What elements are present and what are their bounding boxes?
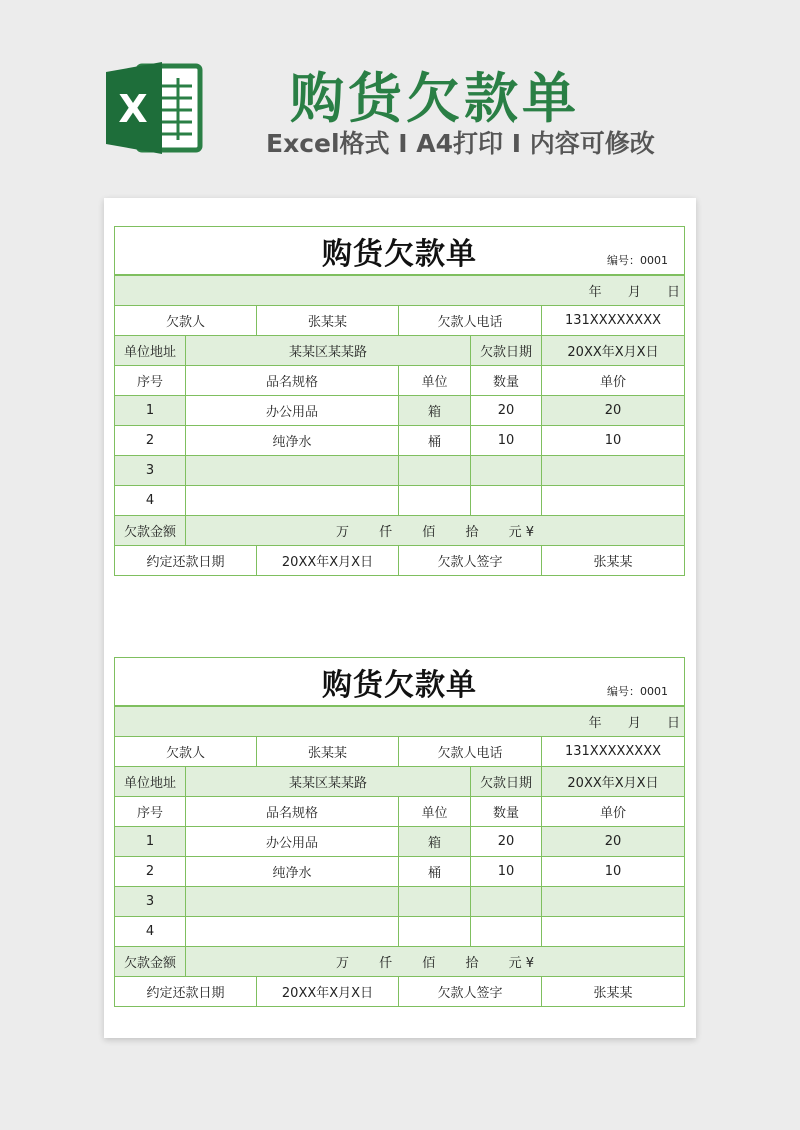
col-header-price: 单价 [542, 366, 685, 396]
cell-item[interactable]: 纯净水 [186, 426, 399, 456]
unit-qian: 仟 [379, 956, 393, 971]
unit-wan: 万 [335, 956, 349, 971]
repay-date-value[interactable]: 20XX年X月X日 [257, 546, 399, 576]
cell-index: 4 [115, 917, 186, 947]
cell-price[interactable] [542, 486, 685, 516]
form-title: 购货欠款单 [322, 236, 477, 272]
cell-qty[interactable]: 20 [471, 827, 542, 857]
page-title: 购货欠款单 [290, 67, 580, 130]
col-header-index: 序号 [115, 797, 186, 827]
cell-item[interactable] [186, 486, 399, 516]
phone-label: 欠款人电话 [399, 306, 542, 336]
unit-wan: 万 [335, 525, 349, 540]
cell-qty[interactable]: 10 [471, 857, 542, 887]
cell-item[interactable] [186, 917, 399, 947]
signature-value[interactable]: 张某某 [542, 546, 685, 576]
page-header [0, 0, 800, 190]
signature-label: 欠款人签字 [399, 546, 542, 576]
phone-value[interactable]: 131XXXXXXXX [542, 306, 685, 336]
cell-price[interactable]: 10 [542, 857, 685, 887]
address-value[interactable]: 某某区某某路 [186, 767, 471, 797]
debtor-value[interactable]: 张某某 [257, 737, 399, 767]
cell-qty[interactable] [471, 887, 542, 917]
address-label: 单位地址 [115, 336, 186, 366]
repay-date-label: 约定还款日期 [115, 977, 257, 1007]
cell-qty[interactable]: 10 [471, 426, 542, 456]
cell-item[interactable] [186, 887, 399, 917]
col-header-index: 序号 [115, 366, 186, 396]
table-row [115, 486, 685, 516]
unit-yuan: 元 ¥ [508, 956, 535, 971]
cell-index: 1 [115, 396, 186, 426]
col-header-price: 单价 [542, 797, 685, 827]
signature-value[interactable]: 张某某 [542, 977, 685, 1007]
cell-unit[interactable]: 箱 [399, 396, 471, 426]
cell-qty[interactable]: 20 [471, 396, 542, 426]
debt-date-label: 欠款日期 [471, 336, 542, 366]
col-header-item: 品名规格 [186, 797, 399, 827]
debt-date-label: 欠款日期 [471, 767, 542, 797]
unit-shi: 拾 [465, 956, 479, 971]
cell-index: 2 [115, 426, 186, 456]
cell-unit[interactable]: 箱 [399, 827, 471, 857]
address-value[interactable]: 某某区某某路 [186, 336, 471, 366]
cell-price[interactable] [542, 917, 685, 947]
phone-value[interactable]: 131XXXXXXXX [542, 737, 685, 767]
col-header-item: 品名规格 [186, 366, 399, 396]
debt-form [114, 226, 684, 576]
form-title-cell [115, 658, 685, 707]
month-label: 月 [627, 716, 641, 731]
col-header-unit: 单位 [399, 366, 471, 396]
table-row [115, 827, 685, 857]
phone-label: 欠款人电话 [399, 737, 542, 767]
form-title: 购货欠款单 [322, 667, 477, 703]
col-header-unit: 单位 [399, 797, 471, 827]
cell-price[interactable]: 20 [542, 396, 685, 426]
debt-date-value[interactable]: 20XX年X月X日 [542, 336, 685, 366]
col-header-qty: 数量 [471, 797, 542, 827]
amount-value[interactable] [186, 947, 685, 977]
table-row [115, 887, 685, 917]
year-label: 年 [588, 285, 602, 300]
repay-date-label: 约定还款日期 [115, 546, 257, 576]
cell-unit[interactable] [399, 887, 471, 917]
debt-form-table [114, 657, 685, 1007]
table-row [115, 456, 685, 486]
svg-text:X: X [118, 87, 148, 131]
unit-shi: 拾 [465, 525, 479, 540]
form-number: 编号：0001 [607, 254, 668, 267]
cell-index: 3 [115, 887, 186, 917]
cell-qty[interactable] [471, 917, 542, 947]
date-row [115, 275, 685, 306]
cell-item[interactable] [186, 456, 399, 486]
amount-label: 欠款金额 [115, 947, 186, 977]
unit-qian: 仟 [379, 525, 393, 540]
cell-index: 4 [115, 486, 186, 516]
unit-bai: 佰 [422, 956, 436, 971]
month-label: 月 [627, 285, 641, 300]
cell-price[interactable]: 20 [542, 827, 685, 857]
cell-qty[interactable] [471, 486, 542, 516]
cell-price[interactable] [542, 887, 685, 917]
table-row [115, 857, 685, 887]
debt-form-table [114, 226, 685, 576]
cell-qty[interactable] [471, 456, 542, 486]
cell-item[interactable]: 办公用品 [186, 827, 399, 857]
repay-date-value[interactable]: 20XX年X月X日 [257, 977, 399, 1007]
table-row [115, 396, 685, 426]
day-label: 日 [666, 716, 680, 731]
page-subtitle: Excel格式 I A4打印 I 内容可修改 [266, 129, 655, 158]
col-header-qty: 数量 [471, 366, 542, 396]
cell-unit[interactable] [399, 917, 471, 947]
debt-date-value[interactable]: 20XX年X月X日 [542, 767, 685, 797]
cell-unit[interactable]: 桶 [399, 857, 471, 887]
cell-price[interactable] [542, 456, 685, 486]
debt-form [114, 657, 684, 1007]
cell-item[interactable]: 办公用品 [186, 396, 399, 426]
amount-label: 欠款金额 [115, 516, 186, 546]
unit-bai: 佰 [422, 525, 436, 540]
excel-logo-icon [104, 58, 206, 158]
debtor-label: 欠款人 [115, 737, 257, 767]
form-title-cell [115, 227, 685, 276]
amount-value[interactable] [186, 516, 685, 546]
table-row [115, 426, 685, 456]
unit-yuan: 元 ¥ [508, 525, 535, 540]
cell-item[interactable]: 纯净水 [186, 857, 399, 887]
year-label: 年 [588, 716, 602, 731]
form-number: 编号：0001 [607, 685, 668, 698]
day-label: 日 [666, 285, 680, 300]
cell-unit[interactable] [399, 456, 471, 486]
debtor-label: 欠款人 [115, 306, 257, 336]
table-row [115, 917, 685, 947]
signature-label: 欠款人签字 [399, 977, 542, 1007]
cell-index: 2 [115, 857, 186, 887]
cell-price[interactable]: 10 [542, 426, 685, 456]
address-label: 单位地址 [115, 767, 186, 797]
paper-sheet [104, 198, 696, 1038]
debtor-value[interactable]: 张某某 [257, 306, 399, 336]
cell-index: 1 [115, 827, 186, 857]
date-row [115, 706, 685, 737]
cell-index: 3 [115, 456, 186, 486]
cell-unit[interactable] [399, 486, 471, 516]
cell-unit[interactable]: 桶 [399, 426, 471, 456]
